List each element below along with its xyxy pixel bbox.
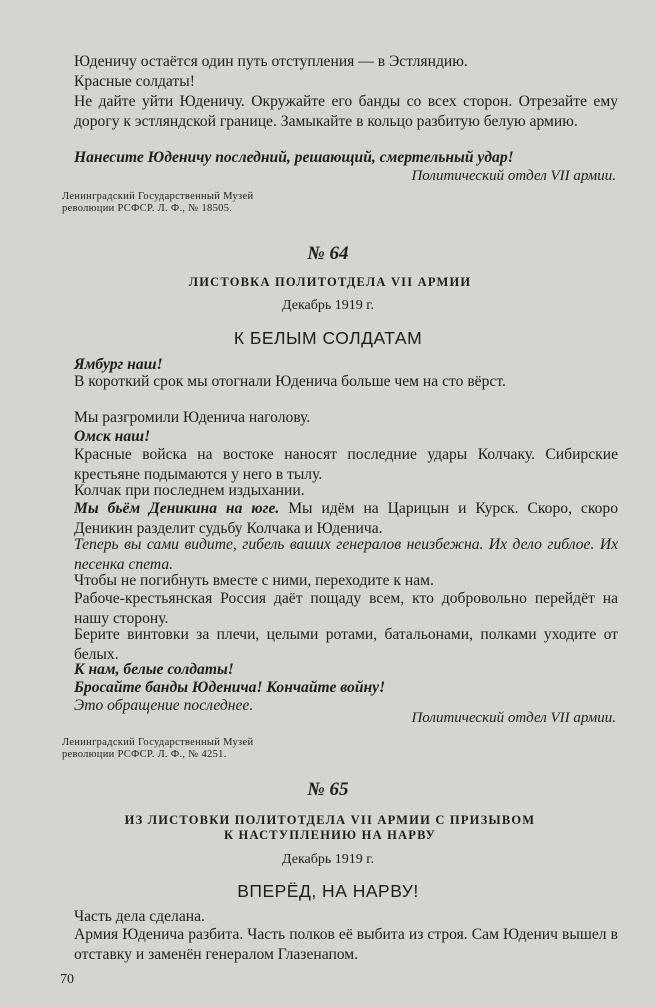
document-title: ВПЕРЁД, НА НАРВУ! bbox=[237, 881, 419, 901]
paragraph: Юденичу остаётся один путь отступления — в Эстляндию. bbox=[74, 53, 468, 70]
line: К нам, белые солдаты! bbox=[74, 661, 234, 678]
source-note bbox=[62, 737, 253, 761]
paragraph: Красные солдаты! bbox=[74, 73, 195, 90]
paragraph-emphasis: Нанесите Юденичу последний, решающий, смертельный удар! bbox=[74, 149, 514, 166]
document-number: № 65 bbox=[307, 779, 349, 800]
document-title: К БЕЛЫМ СОЛДАТАМ bbox=[233, 328, 423, 348]
line: Омск наш! bbox=[74, 428, 151, 445]
line: В короткий срок мы отогнали Юденича больше чем на сто вёрст. bbox=[74, 373, 506, 390]
source-note bbox=[62, 191, 253, 215]
signature: Политический отдел VII армии. bbox=[411, 710, 616, 726]
line: Мы разгромили Юденича наголову. bbox=[74, 409, 311, 426]
document-date: Декабрь 1919 г. bbox=[282, 298, 374, 313]
line-text: Мы идём на Царицын и Курск. Скоро, скоро Деникин разделит судьбу Колчака и Юденича. bbox=[74, 500, 618, 537]
line: Красные войска на востоке наносят последние удары Колчаку. Сибирские крестьяне подымаются у него в тылу. bbox=[74, 446, 618, 483]
paragraph: Не дайте уйти Юденичу. Окружайте его банды со всех сторон. Отрезайте ему дорогу к эстляндской границе. Замыкайте в кольцо разбитую белую армию. bbox=[74, 93, 618, 130]
line: Ямбург наш! bbox=[74, 356, 163, 373]
line: Бросайте банды Юденича! Кончайте войну! bbox=[74, 679, 386, 696]
line: Часть дела сделана. bbox=[74, 908, 205, 925]
line: Рабоче-крестьянская Россия даёт пощаду всем, кто добровольно перейдёт на нашу сторону. bbox=[74, 590, 618, 627]
page-number: 70 bbox=[60, 972, 74, 987]
caption-line: ИЗ ЛИСТОВКИ ПОЛИТОТДЕЛА VII АРМИИ С ПРИЗЫВОМ bbox=[124, 813, 536, 827]
source-line: революции РСФСР. Л. Ф., № 4251. bbox=[62, 749, 227, 760]
signature: Политический отдел VII армии. bbox=[411, 168, 616, 184]
line: Теперь вы сами видите, гибель ваших генералов неизбежна. Их дело гиблое. Их песенка спета. bbox=[74, 536, 618, 573]
document-date: Декабрь 1919 г. bbox=[282, 852, 374, 867]
line: Чтобы не погибнуть вместе с ними, переходите к нам. bbox=[74, 572, 434, 589]
line: Берите винтовки за плечи, целыми ротами, батальонами, полками уходите от белых. bbox=[74, 626, 618, 663]
document-number: № 64 bbox=[307, 243, 349, 264]
line: Армия Юденича разбита. Часть полков её выбита из строя. Сам Юденич вышел в отставку и заменён генералом Глазенапом. bbox=[74, 926, 618, 963]
caption-line: К НАСТУПЛЕНИЮ НА НАРВУ bbox=[223, 828, 437, 842]
source-line: Ленинградский Государственный Музей bbox=[62, 737, 254, 748]
source-line: революции РСФСР. Л. Ф., № 18505. bbox=[62, 203, 233, 214]
line-emphasis: Мы бьём Деникина на юге. bbox=[74, 500, 280, 517]
document-caption: ЛИСТОВКА ПОЛИТОТДЕЛА VII АРМИИ bbox=[188, 275, 472, 289]
line bbox=[74, 499, 618, 539]
source-line: Ленинградский Государственный Музей bbox=[62, 191, 254, 202]
line: Колчак при последнем издыхании. bbox=[74, 482, 305, 499]
document-caption bbox=[70, 813, 590, 843]
line: Это обращение последнее. bbox=[74, 697, 254, 714]
